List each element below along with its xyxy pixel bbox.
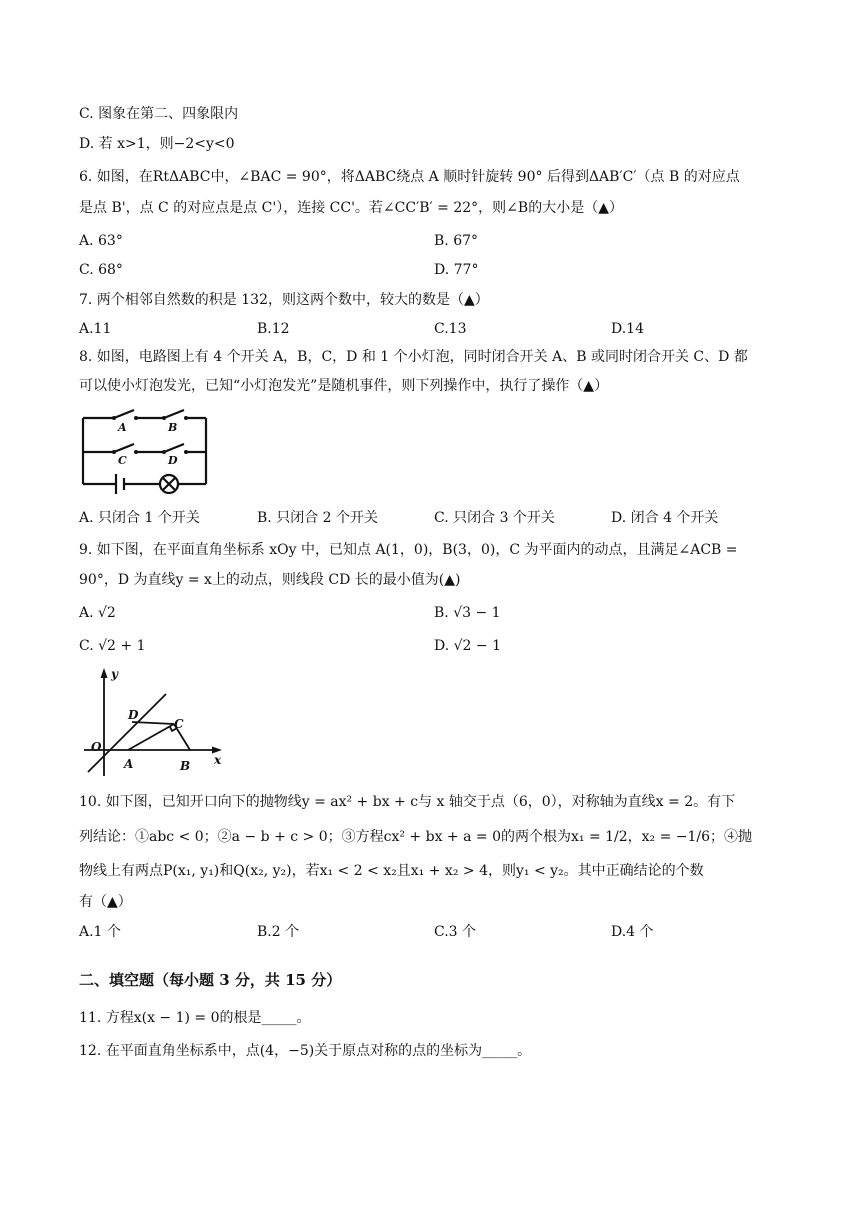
q8-stem-line1: 8. 如图，电路图上有 4 个开关 A，B，C，D 和 1 个小灯泡，同时闭合开关 A、B 或同时闭合开关 C、D 都 xyxy=(79,349,748,365)
q5-option-d: D. 若 x>1，则−2<y<0 xyxy=(79,136,235,152)
point-label-c: C xyxy=(174,717,184,731)
q9-option-d: D. √2 − 1 xyxy=(434,638,501,654)
point-label-a: A xyxy=(124,757,134,771)
q6-option-d: D. 77° xyxy=(434,262,479,278)
q10-option-b: B.2 个 xyxy=(257,924,300,940)
q9-stem-line1: 9. 如下图，在平面直角坐标系 xOy 中，已知点 A(1，0)，B(3，0)，C 为平面内的动点，且满足∠ACB = xyxy=(79,542,738,558)
axis-label-y: y xyxy=(111,667,118,681)
q10-option-a: A.1 个 xyxy=(79,924,121,940)
switch-label-c: C xyxy=(118,454,127,467)
circuit-diagram xyxy=(78,408,218,498)
q12-stem: 12. 在平面直角坐标系中，点(4，−5)关于原点对称的点的坐标为_____。 xyxy=(79,1043,532,1059)
q7-option-b: B.12 xyxy=(257,321,290,337)
q6-option-b: B. 67° xyxy=(434,233,479,249)
q7-option-d: D.14 xyxy=(611,321,644,337)
q9-stem-line2: 90°，D 为直线y = x上的动点，则线段 CD 长的最小值为(▲) xyxy=(79,572,461,588)
q6-stem-line1: 6. 如图，在RtΔABC中，∠BAC = 90°，将ΔABC绕点 A 顺时针旋转 90° 后得到ΔAB′C′（点 B 的对应点 xyxy=(79,169,740,185)
q8-option-c: C. 只闭合 3 个开关 xyxy=(434,510,555,526)
q6-option-c: C. 68° xyxy=(79,262,123,278)
q7-option-c: C.13 xyxy=(434,321,467,337)
q9-option-c: C. √2 + 1 xyxy=(79,638,146,654)
q8-stem-line2: 可以使小灯泡发光，已知“小灯泡发光”是随机事件，则下列操作中，执行了操作（▲） xyxy=(79,378,609,394)
switch-label-a: A xyxy=(118,421,127,434)
switch-label-b: B xyxy=(168,421,178,434)
section-title-fill-in: 二、填空题（每小题 3 分，共 15 分） xyxy=(79,971,342,989)
q8-option-b: B. 只闭合 2 个开关 xyxy=(257,510,378,526)
q10-option-c: C.3 个 xyxy=(434,924,477,940)
q8-option-a: A. 只闭合 1 个开关 xyxy=(79,510,200,526)
q8-option-d: D. 闭合 4 个开关 xyxy=(611,510,719,526)
q7-stem: 7. 两个相邻自然数的积是 132，则这两个数中，较大的数是（▲） xyxy=(79,292,489,308)
q10-stem-line3: 物线上有两点P(x₁, y₁)和Q(x₂, y₂)，若x₁ < 2 < x₂且x₁ + x₂ > 4，则y₁ < y₂。其中正确结论的个数 xyxy=(79,863,704,879)
q9-option-a: A. √2 xyxy=(79,605,116,621)
q10-stem-line1: 10. 如下图，已知开口向下的抛物线y = ax² + bx + c与 x 轴交于点（6，0），对称轴为直线x = 2。有下 xyxy=(79,794,736,810)
coordinate-figure xyxy=(80,664,230,780)
q9-option-b: B. √3 − 1 xyxy=(434,605,501,621)
point-label-o: O xyxy=(91,740,102,754)
q5-option-c: C. 图象在第二、四象限内 xyxy=(79,106,239,122)
q6-stem-line2: 是点 B'，点 C 的对应点是点 C'），连接 CC'。若∠CC′B′ = 22°，则∠B的大小是（▲） xyxy=(79,200,623,216)
q10-option-d: D.4 个 xyxy=(611,924,654,940)
q6-option-a: A. 63° xyxy=(79,233,123,249)
q10-stem-line2: 列结论：①abc < 0；②a − b + c > 0；③方程cx² + bx + a = 0的两个根为x₁ = 1/2，x₂ = −1/6；④抛 xyxy=(79,829,753,845)
switch-label-d: D xyxy=(168,454,178,467)
axis-label-x: x xyxy=(214,753,222,767)
q10-stem-line4: 有（▲） xyxy=(79,894,132,910)
q11-stem: 11. 方程x(x − 1) = 0的根是_____。 xyxy=(79,1010,311,1026)
q7-option-a: A.11 xyxy=(79,321,112,337)
point-label-b: B xyxy=(180,759,191,773)
point-label-d: D xyxy=(128,708,139,722)
